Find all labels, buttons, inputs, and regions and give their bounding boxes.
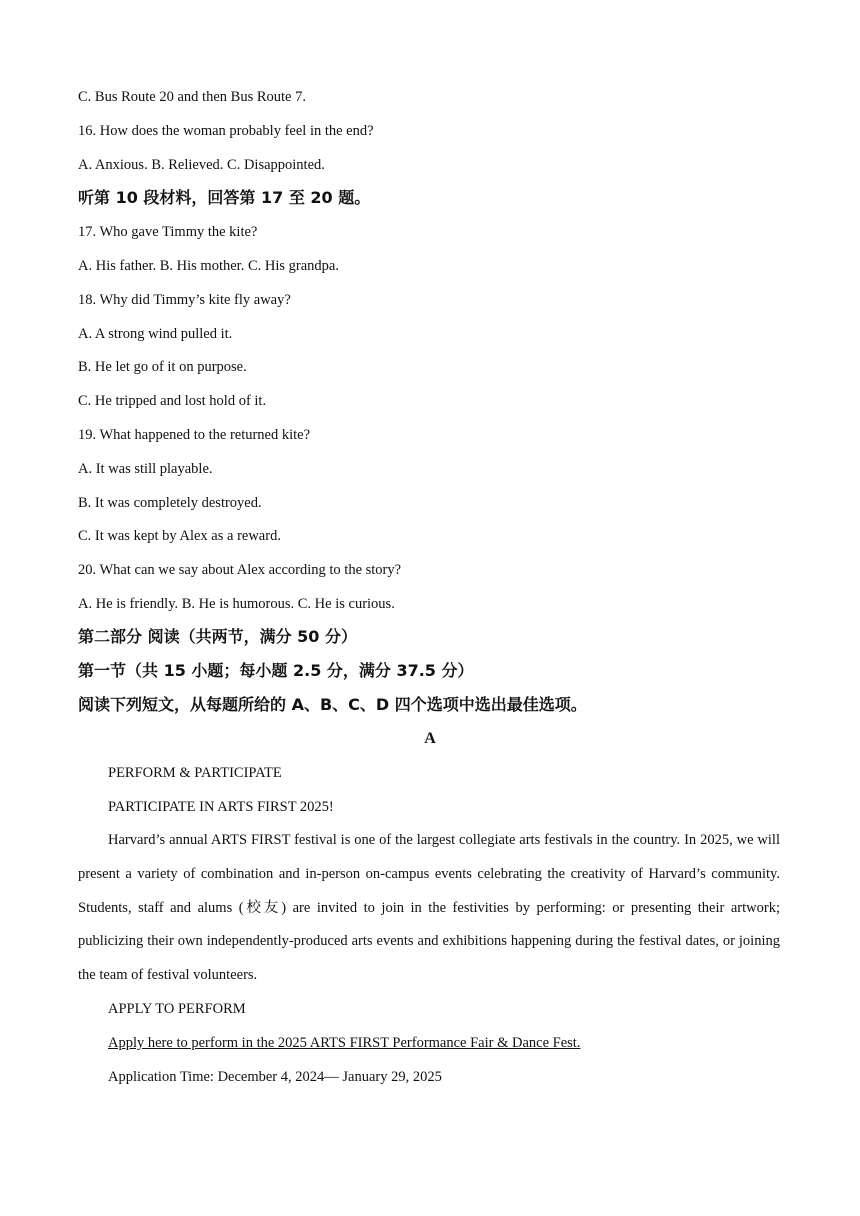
q18-option-a: A. A strong wind pulled it.	[78, 326, 233, 342]
apply-heading: APPLY TO PERFORM	[108, 1001, 246, 1017]
q17-question: 17. Who gave Timmy the kite?	[78, 224, 258, 240]
q16-options: A. Anxious. B. Relieved. C. Disappointed.	[78, 157, 325, 173]
section1-heading: 第一节（共 15 小题；每小题 2.5 分，满分 37.5 分）	[78, 661, 474, 680]
passage-title-2: PARTICIPATE IN ARTS FIRST 2025!	[108, 799, 334, 815]
part2-heading: 第二部分 阅读（共两节，满分 50 分）	[78, 627, 357, 646]
section10-heading: 听第 10 段材料，回答第 17 至 20 题。	[78, 188, 371, 207]
q18-option-c: C. He tripped and lost hold of it.	[78, 393, 267, 409]
q20-question: 20. What can we say about Alex according to the story?	[78, 562, 402, 578]
q19-option-c: C. It was kept by Alex as a reward.	[78, 528, 281, 544]
reading-instruction: 阅读下列短文，从每题所给的 A、B、C、D 四个选项中选出最佳选项。	[78, 695, 587, 714]
q17-options: A. His father. B. His mother. C. His grandpa.	[78, 258, 339, 274]
q18-option-b: B. He let go of it on purpose.	[78, 359, 247, 375]
passage-label: A	[424, 730, 436, 747]
q20-options: A. He is friendly. B. He is humorous. C. He is curious.	[78, 596, 395, 612]
q19-question: 19. What happened to the returned kite?	[78, 427, 311, 443]
passage-paragraph: Harvard’s annual ARTS FIRST festival is one of the largest collegiate arts festivals in the country. In 2025, we will present a variety of combination and in-person on-campus events celebrating the creativity of Harvard’s community. Students, staff and alums (校友) are invited to join in the festivities by performing: or presenting their artwork; publicizing their own independently-produced arts events and exhibitions happening during the festival dates, or joining the team of festival volunteers.	[78, 832, 780, 984]
q19-option-a: A. It was still playable.	[78, 461, 213, 477]
passage-title-1: PERFORM & PARTICIPATE	[108, 765, 282, 781]
q16-question: 16. How does the woman probably feel in the end?	[78, 123, 374, 139]
q15-option-c: C. Bus Route 20 and then Bus Route 7.	[78, 89, 306, 105]
apply-link[interactable]: Apply here to perform in the 2025 ARTS FIRST Performance Fair & Dance Fest.	[108, 1035, 581, 1051]
q19-option-b: B. It was completely destroyed.	[78, 495, 262, 511]
application-time: Application Time: December 4, 2024— January 29, 2025	[108, 1069, 442, 1085]
q18-question: 18. Why did Timmy’s kite fly away?	[78, 292, 291, 308]
